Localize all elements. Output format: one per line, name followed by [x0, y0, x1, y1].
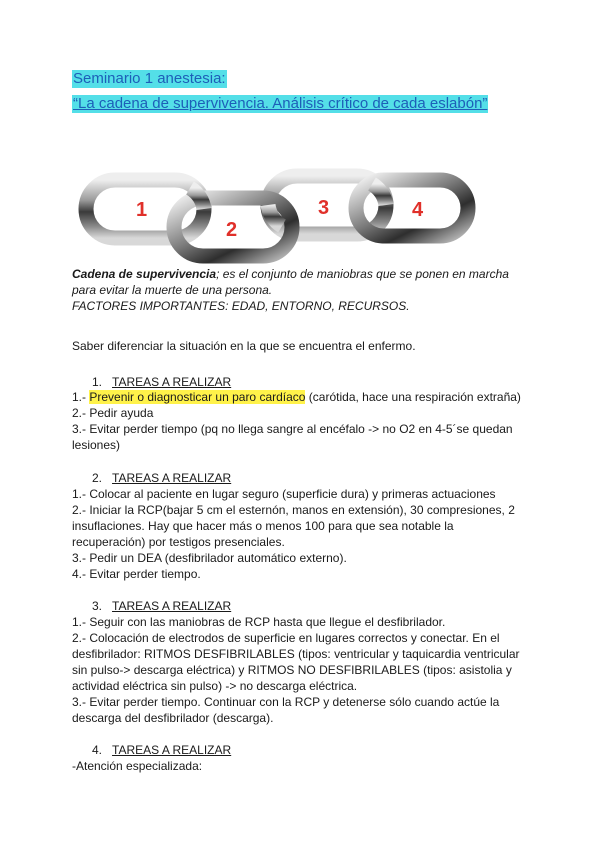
section-2-line-2: 2.- Iniciar la RCP(bajar 5 cm el esternón, manos en extensión), 30 compresiones, 2	[72, 503, 515, 517]
section-2-number: 2.	[92, 471, 103, 485]
section-1-line-3: 3.- Evitar perder tiempo (pq no llega sangre al encéfalo -> no O2 en 4-5´se quedan	[72, 422, 513, 436]
chain-label-2: 2	[226, 219, 238, 241]
section-2-line-3: insuflaciones. Hay que hacer más o menos 100 para que sea notable la	[72, 519, 454, 533]
section-3-line-7: descarga del desfibrilador (descarga).	[72, 711, 274, 725]
important-factors: FACTORES IMPORTANTES: EDAD, ENTORNO, RECURSOS.	[72, 299, 410, 313]
section-2-line-6: 4.- Evitar perder tiempo.	[72, 567, 201, 581]
section-3-line-4: sin pulso-> descarga eléctrica) y RITMOS NO DESFIBRILABLES (tipos: asistolia y	[72, 663, 512, 677]
section-3-line-1: 1.- Seguir con las maniobras de RCP hasta que llegue el desfibrilador.	[72, 615, 446, 629]
document-title: Seminario 1 anestesia:	[73, 70, 226, 87]
chain-of-survival-image	[78, 158, 478, 270]
section-2-line-4: recuperación) por testigos presenciales.	[72, 535, 285, 549]
definition-text: ; es el conjunto de maniobras que se ponen en marcha	[216, 267, 509, 281]
chain-link-3-overlap-right	[372, 184, 386, 205]
section-4-heading	[92, 742, 231, 758]
definition-line-2: para evitar la muerte de una persona.	[72, 283, 273, 297]
section-3-line-5: actividad eléctrica sin pulso) -> no descarga eléctrica.	[72, 679, 358, 693]
section-1-line-1-rest: (carótida, hace una respiración extraña)	[305, 390, 521, 404]
intro-text: Saber diferenciar la situación en la que se encuentra el enfermo.	[72, 339, 416, 353]
section-3-line-2: 2.- Colocación de electrodos de superficie en lugares correctos y conectar. En el	[72, 631, 500, 645]
chain-label-3: 3	[318, 197, 330, 219]
section-1-line-1-prefix: 1.-	[72, 390, 90, 404]
highlighted-text: Prevenir o diagnosticar un paro cardíaco	[89, 390, 306, 404]
section-3-heading	[92, 598, 231, 614]
section-4-line-1: -Atención especializada:	[72, 759, 203, 773]
section-3-line-6: 3.- Evitar perder tiempo. Continuar con la RCP y detenerse sólo cuando actúe la	[72, 695, 500, 709]
section-2-line-1: 1.- Colocar al paciente en lugar seguro (superficie dura) y primeras actuaciones	[72, 487, 496, 501]
section-4-title: TAREAS A REALIZAR	[112, 743, 232, 757]
section-1-line-2: 2.- Pedir ayuda	[72, 406, 154, 420]
section-4-number: 4.	[92, 743, 103, 757]
section-1-line-4: lesiones)	[72, 438, 121, 452]
section-1-title: TAREAS A REALIZAR	[112, 375, 232, 389]
definition-line-1	[72, 266, 509, 282]
section-3-title: TAREAS A REALIZAR	[112, 599, 232, 613]
definition-term: Cadena de supervivencia	[72, 267, 217, 281]
section-2-heading	[92, 470, 231, 486]
section-1-heading	[92, 374, 231, 390]
chain-label-1: 1	[136, 199, 148, 221]
section-1-number: 1.	[92, 375, 103, 389]
section-2-line-5: 3.- Pedir un DEA (desfibrilador automático externo).	[72, 551, 347, 565]
document-subtitle: “La cadena de supervivencia. Análisis crítico de cada eslabón”	[73, 95, 488, 112]
section-1-line-1	[72, 389, 521, 405]
chain-label-4: 4	[412, 199, 424, 221]
section-2-title: TAREAS A REALIZAR	[112, 471, 232, 485]
section-3-number: 3.	[92, 599, 103, 613]
section-3-line-3: desfibrilador: RITMOS DESFIBRILABLES (tipos: ventricular y taquicardia ventricular	[72, 647, 520, 661]
